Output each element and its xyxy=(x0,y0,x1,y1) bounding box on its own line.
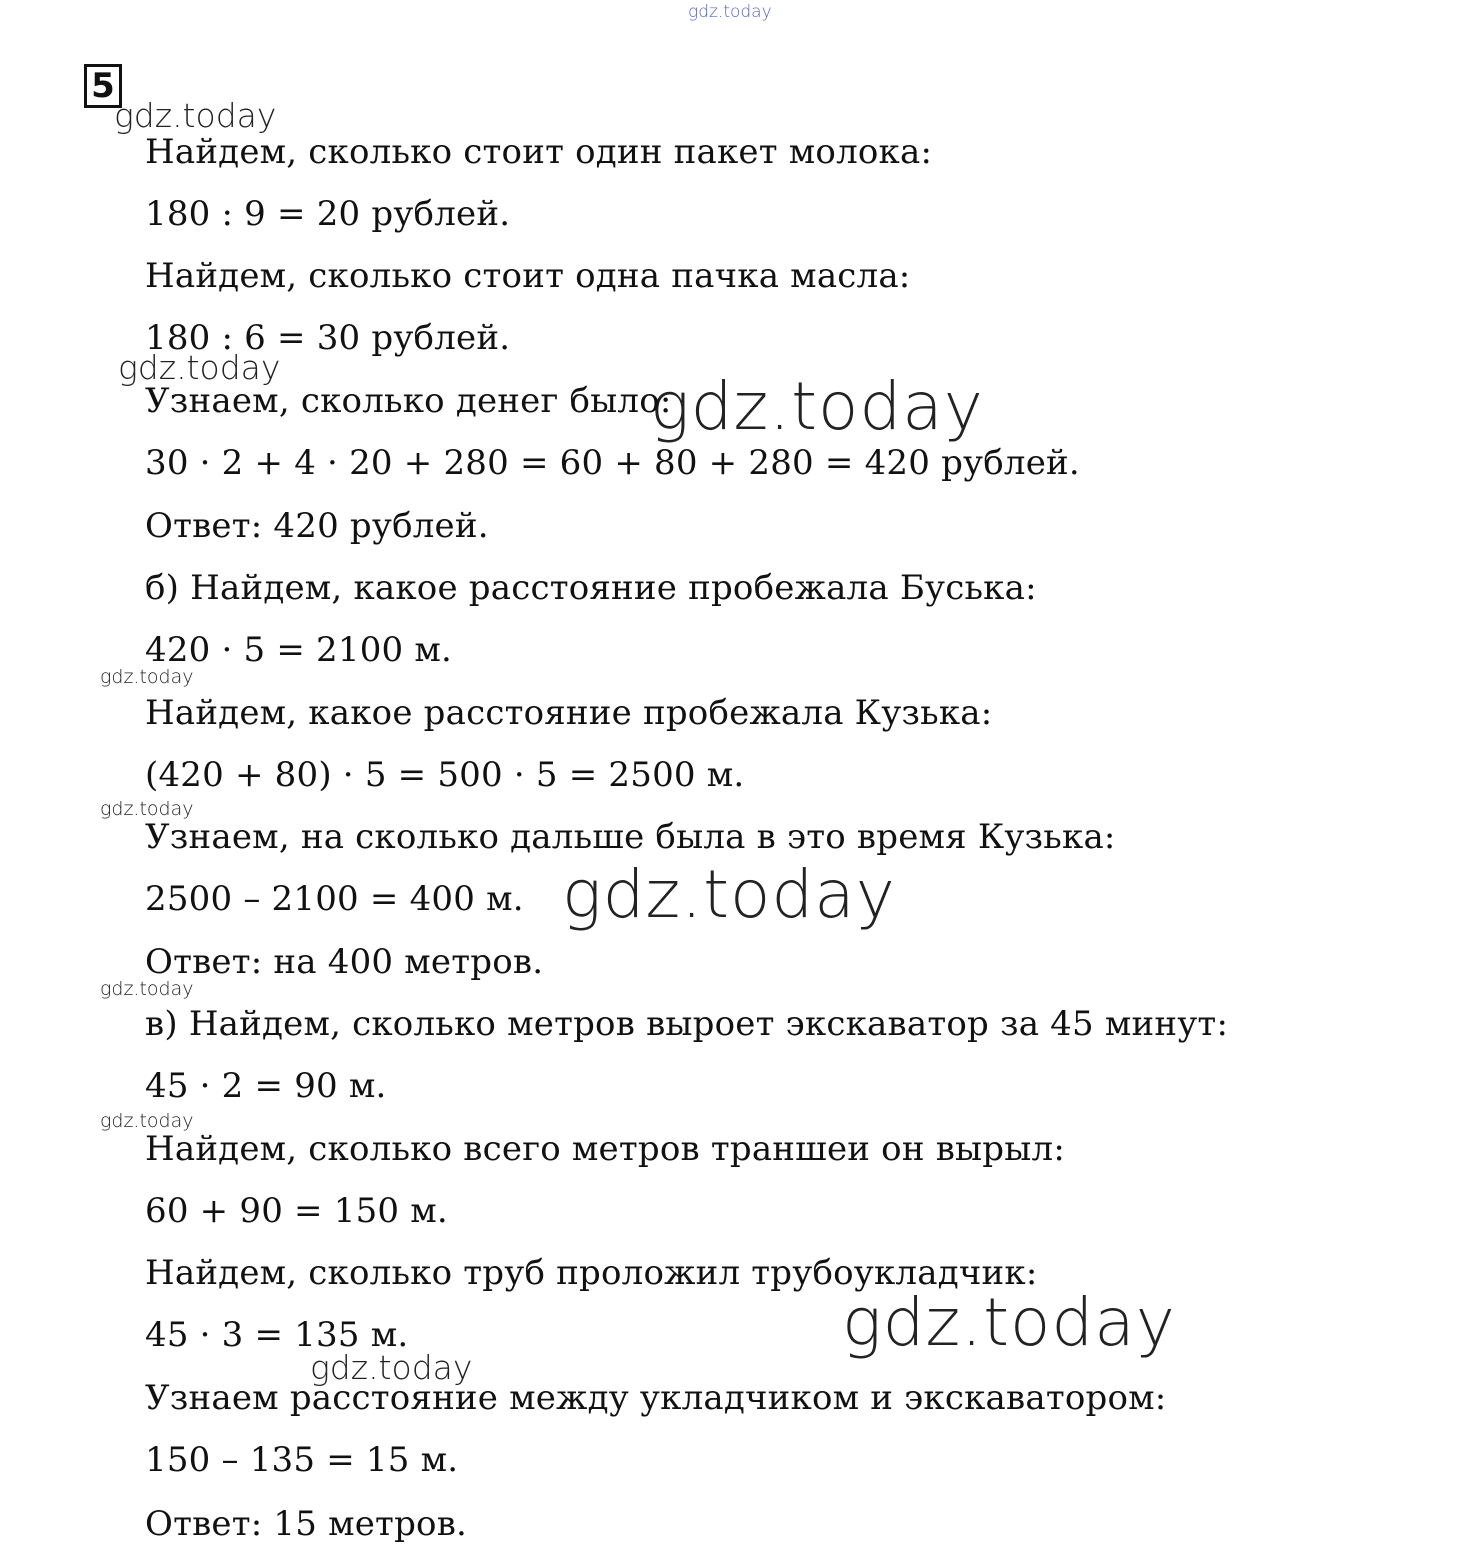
watermark-small: gdz.today xyxy=(100,798,194,820)
watermark-small: gdz.today xyxy=(100,1110,194,1132)
text-line: в) Найдем, сколько метров выроет экскаватор за 45 минут: xyxy=(145,1004,1229,1044)
equation-line: 150 – 135 = 15 м. xyxy=(145,1440,459,1480)
equation-line: 45 · 3 = 135 м. xyxy=(145,1315,409,1355)
watermark-top: gdz.today xyxy=(688,2,772,22)
answer-line: Ответ: 15 метров. xyxy=(145,1504,468,1544)
text-line: Узнаем, сколько денег было: xyxy=(145,381,672,421)
text-line: Найдем, сколько стоит один пакет молока: xyxy=(145,132,933,172)
equation-line: 45 · 2 = 90 м. xyxy=(145,1066,387,1106)
text-line: Найдем, сколько стоит одна пачка масла: xyxy=(145,256,911,296)
text-line: Узнаем, на сколько дальше была в это время Кузька: xyxy=(145,817,1116,857)
task-number-box: 5 xyxy=(84,64,122,108)
answer-line: Ответ: на 400 метров. xyxy=(145,942,544,982)
watermark-large: gdz.today xyxy=(842,1284,1176,1361)
equation-line: (420 + 80) · 5 = 500 · 5 = 2500 м. xyxy=(145,755,745,795)
text-line: Найдем, сколько всего метров траншеи он вырыл: xyxy=(145,1129,1065,1169)
answer-line: Ответ: 420 рублей. xyxy=(145,506,489,546)
text-line: б) Найдем, какое расстояние пробежала Буська: xyxy=(145,568,1037,608)
equation-line: 420 · 5 = 2100 м. xyxy=(145,630,453,670)
watermark: gdz.today xyxy=(114,96,277,135)
text-line: Узнаем расстояние между укладчиком и экскаватором: xyxy=(145,1378,1167,1418)
equation-line: 2500 – 2100 = 400 м. xyxy=(145,879,524,919)
equation-line: 180 : 9 = 20 рублей. xyxy=(145,194,511,234)
watermark-small: gdz.today xyxy=(100,666,194,688)
watermark: gdz.today xyxy=(310,1348,473,1387)
equation-line: 60 + 90 = 150 м. xyxy=(145,1191,448,1231)
equation-line: 30 · 2 + 4 · 20 + 280 = 60 + 80 + 280 = 420 рублей. xyxy=(145,443,1080,483)
text-line: Найдем, сколько труб проложил трубоукладчик: xyxy=(145,1253,1038,1293)
text-line: Найдем, какое расстояние пробежала Кузька: xyxy=(145,693,993,733)
watermark-large: gdz.today xyxy=(562,856,896,933)
equation-line: 180 : 6 = 30 рублей. xyxy=(145,318,511,358)
watermark-small: gdz.today xyxy=(100,978,194,1000)
watermark: gdz.today xyxy=(118,348,281,387)
watermark-large: gdz.today xyxy=(650,368,984,445)
